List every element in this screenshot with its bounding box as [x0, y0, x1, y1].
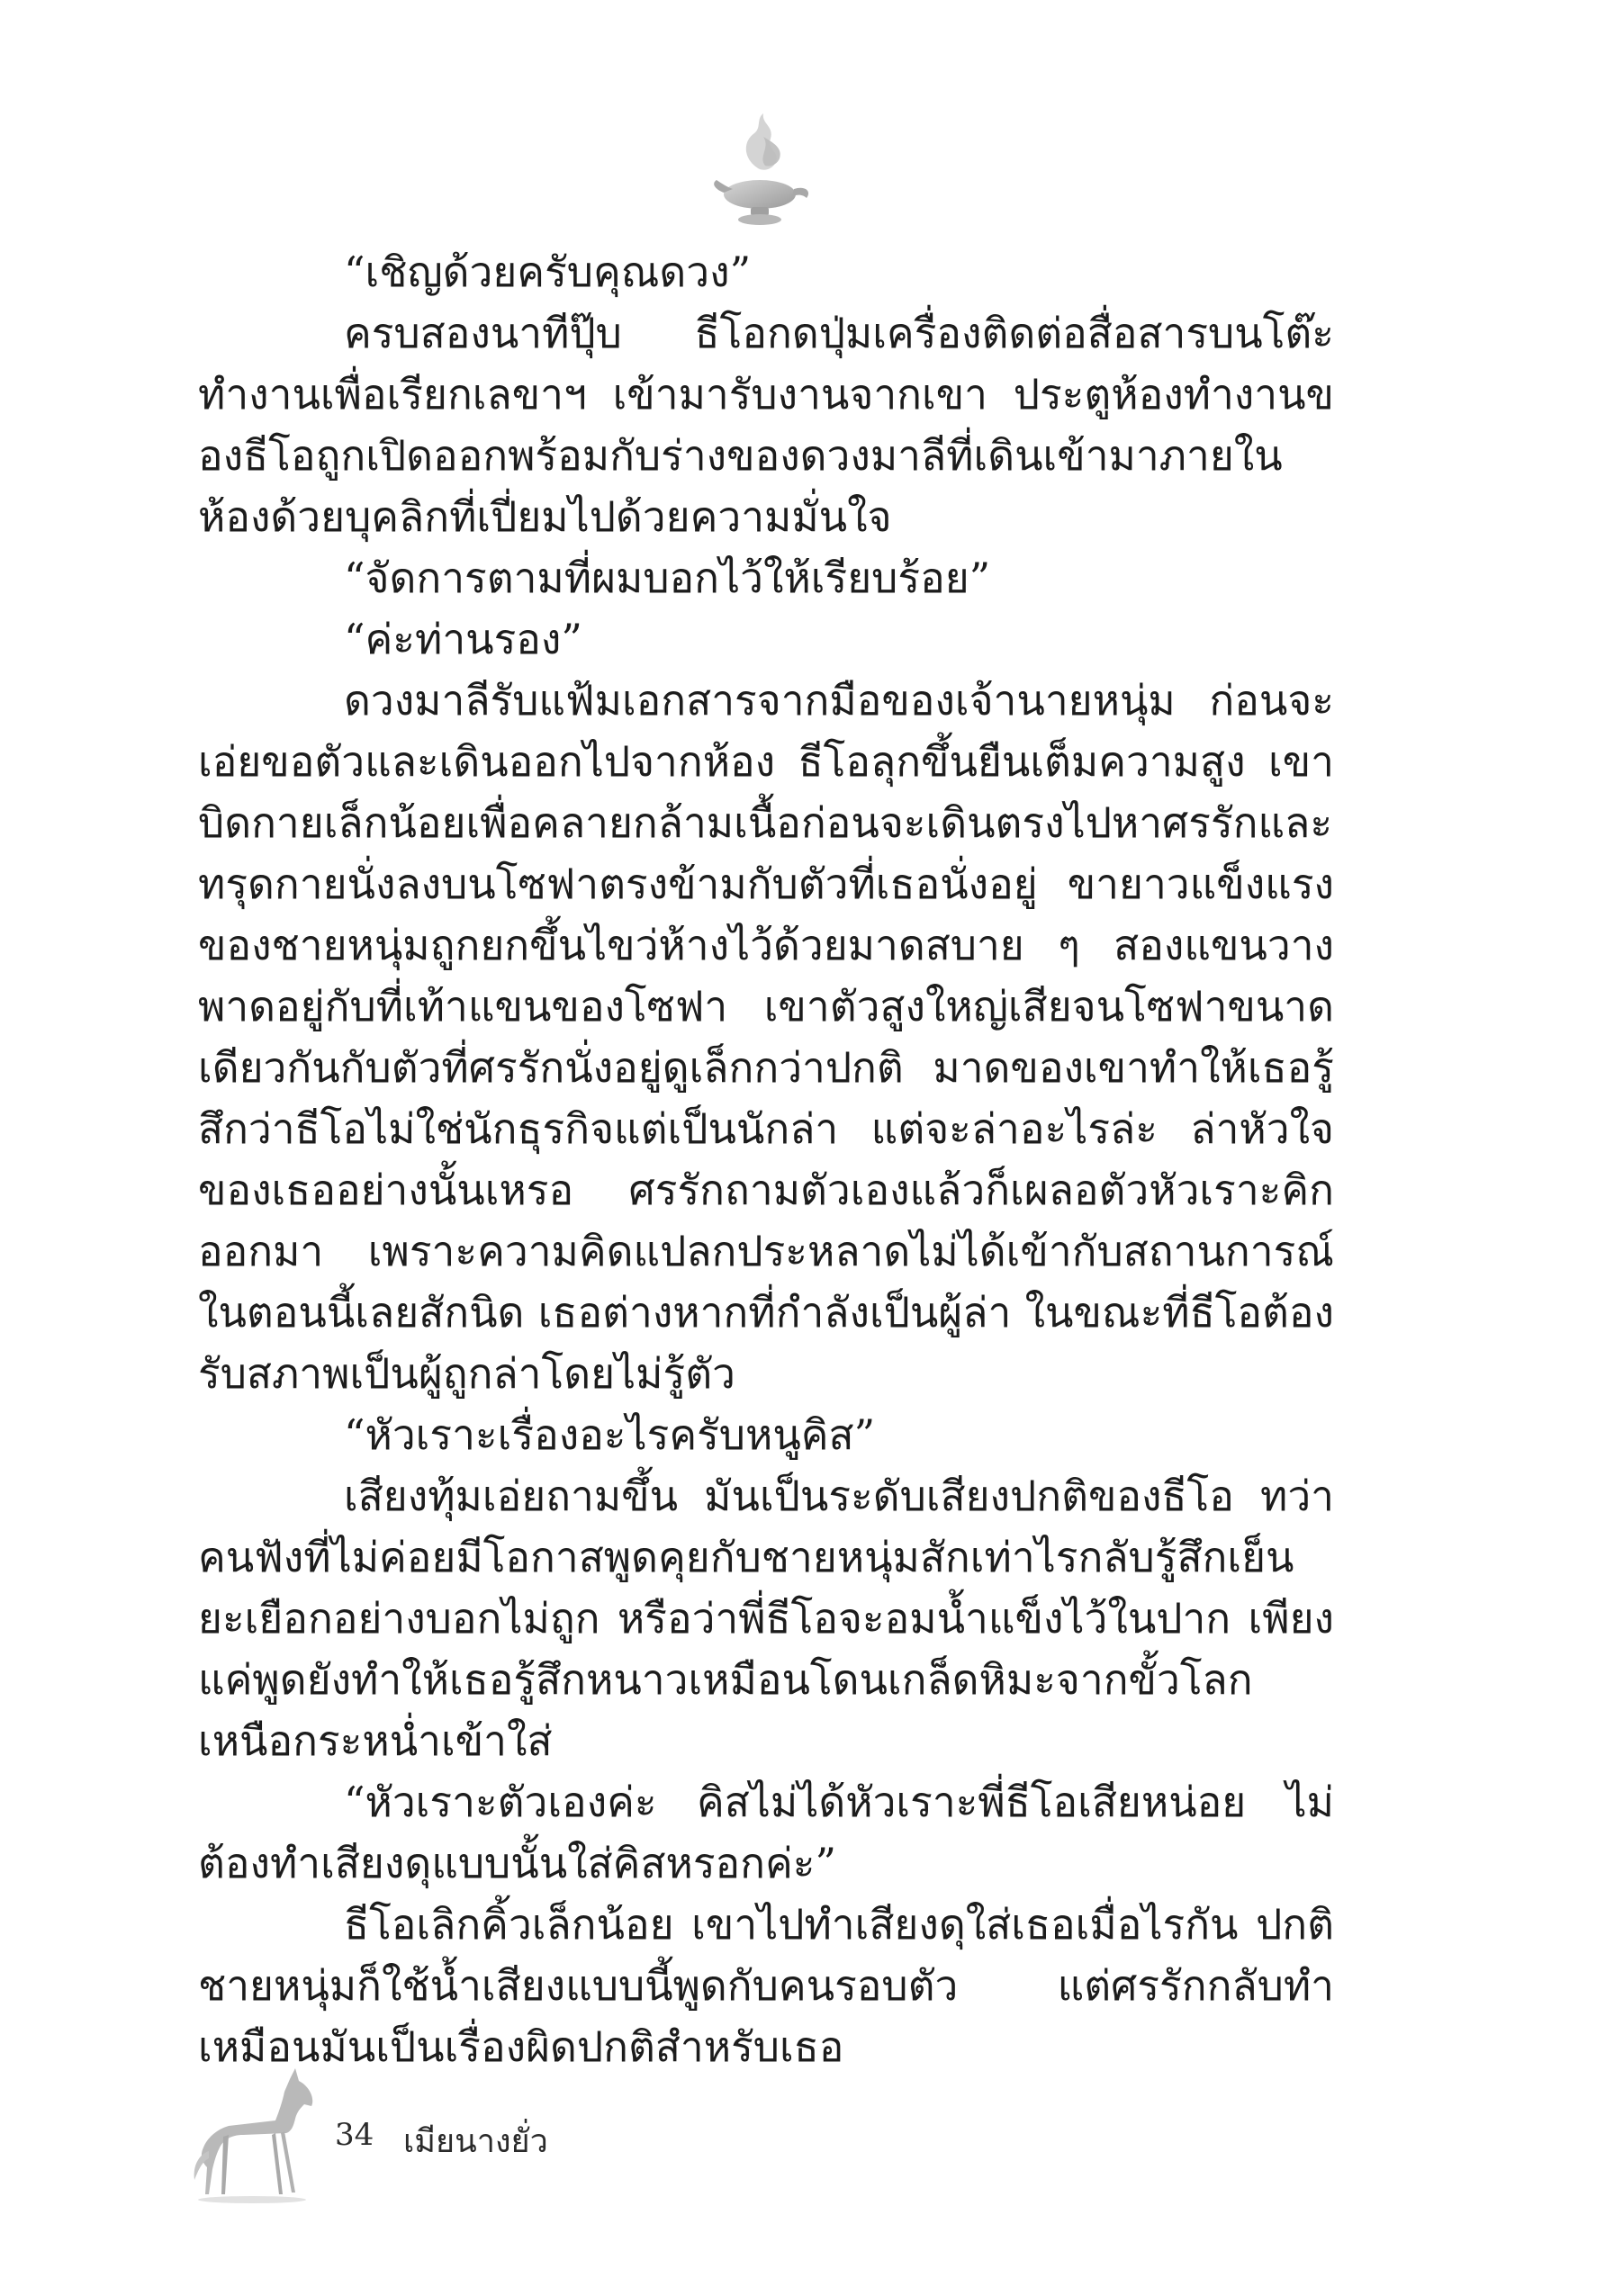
book-title: เมียนางยั่ว	[403, 2123, 548, 2160]
paragraph-7: เสียงทุ้มเอ่ยถามขึ้น มันเป็นระดับเสียงปกติของธีโอ ทว่าคนฟังที่ไม่ค่อยมีโอกาสพูดคุยกับชายหนุ่มสักเท่าไรกลับรู้สึกเย็นยะเยือกอย่างบอกไม่ถูก หรือว่าพี่ธีโอจะอมน้ำแข็งไว้ในปาก เพียงแค่พูดยังทำให้เธอรู้สึกหนาวเหมือนโดนเกล็ดหิมะจากขั้วโลกเหนือกระหน่ำเข้าใส่	[198, 1472, 1334, 1765]
paragraph-9: ธีโอเลิกคิ้วเล็กน้อย เขาไปทำเสียงดุใส่เธอเมื่อไรกัน ปกติชายหนุ่มก็ใช้น้ำเสียงแบบนี้พูดกับคนรอบตัว แต่ศรรักกลับทำเหมือนมันเป็นเรื่องผิดปกติสำหรับเธอ	[198, 1900, 1334, 2071]
page-number: 34	[335, 2117, 374, 2153]
paragraph-1: “เชิญด้วยครับคุณดวง”	[344, 248, 752, 296]
body-text	[198, 241, 1334, 2077]
paragraph-3: “จัดการตามที่ผมบอกไว้ให้เรียบร้อย”	[344, 554, 991, 602]
paragraph-4: “ค่ะท่านรอง”	[344, 615, 582, 663]
genie-lamp-icon	[708, 106, 816, 232]
paragraph-8: “หัวเราะตัวเองค่ะ คิสไม่ได้หัวเราะพี่ธีโอเสียหน่อย ไม่ต้องทำเสียงดุแบบนั้นใส่คิสหรอกค่ะ”	[198, 1778, 1334, 1887]
paragraph-6: “หัวเราะเรื่องอะไรครับหนูคิส”	[344, 1410, 876, 1459]
page-footer	[189, 2061, 819, 2205]
horse-icon	[189, 2061, 333, 2205]
paragraph-5: ดวงมาลีรับแฟ้มเอกสารจากมือของเจ้านายหนุ่ม ก่อนจะเอ่ยขอตัวและเดินออกไปจากห้อง ธีโอลุกขึ้นยืนเต็มความสูง เขาบิดกายเล็กน้อยเพื่อคลายกล้ามเนื้อก่อนจะเดินตรงไปหาศรรักและทรุดกายนั่งลงบนโซฟาตรงข้ามกับตัวที่เธอนั่งอยู่ ขายาวแข็งแรงของชายหนุ่มถูกยกขึ้นไขว่ห้างไว้ด้วยมาดสบาย ๆ สองแขนวางพาดอยู่กับที่เท้าแขนของโซฟา เขาตัวสูงใหญ่เสียจนโซฟาขนาดเดียวกันกับตัวที่ศรรักนั่งอยู่ดูเล็กกว่าปกติ มาดของเขาทำให้เธอรู้สึกว่าธีโอไม่ใช่นักธุรกิจแต่เป็นนักล่า แต่จะล่าอะไรล่ะ ล่าหัวใจของเธออย่างนั้นเหรอ ศรรักถามตัวเองแล้วก็เผลอตัวหัวเราะคิกออกมา เพราะความคิดแปลกประหลาดไม่ได้เข้ากับสถานการณ์ในตอนนี้เลยสักนิด เธอต่างหากที่กำลังเป็นผู้ล่า ในขณะที่ธีโอต้องรับสภาพเป็นผู้ถูกล่าโดยไม่รู้ตัว	[198, 676, 1334, 1398]
paragraph-2: ครบสองนาทีปุ๊บ ธีโอกดปุ่มเครื่องติดต่อสื่อสารบนโต๊ะทำงานเพื่อเรียกเลขาฯ เข้ามารับงานจากเขา ประตูห้องทำงานของธีโอถูกเปิดออกพร้อมกับร่างของดวงมาลีที่เดินเข้ามาภายในห้องด้วยบุคลิกที่เปี่ยมไปด้วยความมั่นใจ	[198, 309, 1334, 541]
